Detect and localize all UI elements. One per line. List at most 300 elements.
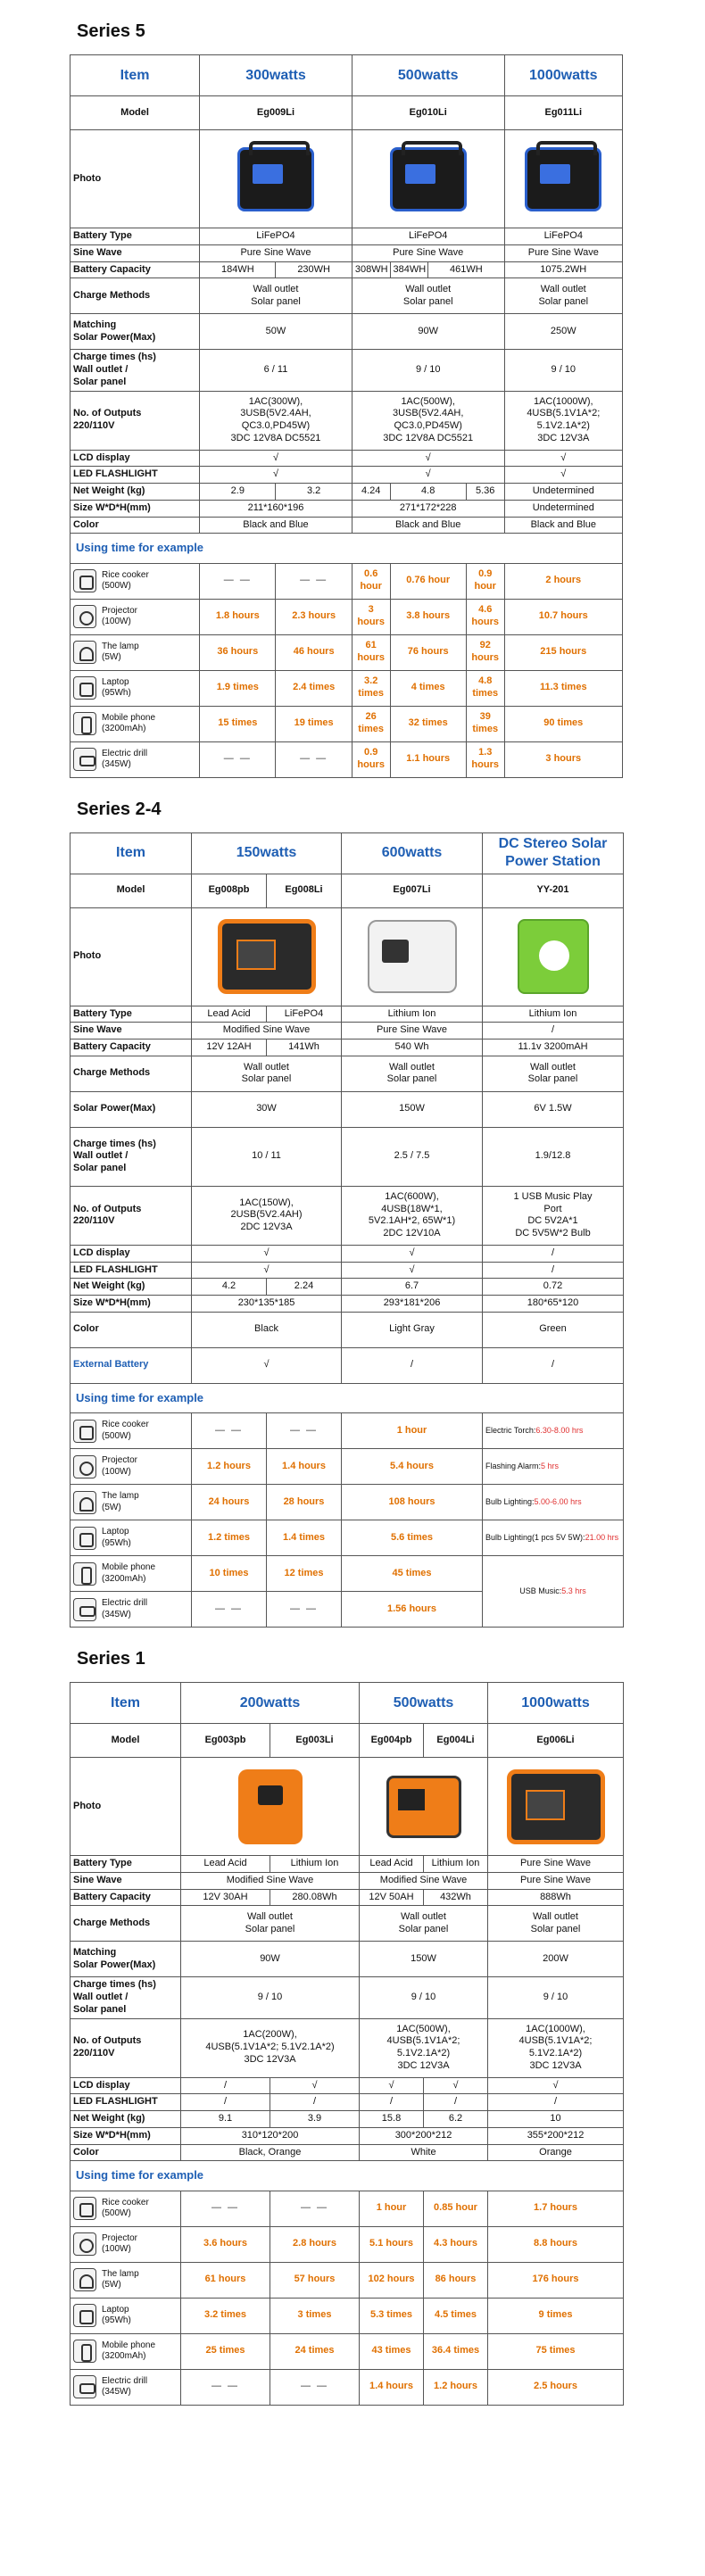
lcd-value: √ <box>424 2077 488 2094</box>
outputs-value: 1 USB Music Play Port DC 5V2A*1 DC 5V5W*2 Bulb <box>483 1186 624 1245</box>
weight-value: 5.36 <box>466 484 504 501</box>
use-value-text: 215 hours <box>540 646 587 658</box>
battery_type-value: LiFePO4 <box>352 228 504 245</box>
use-value <box>424 2333 488 2369</box>
capacity-value: 1075.2WH <box>504 261 622 278</box>
use-value-text: — — <box>289 1603 319 1614</box>
size-row <box>70 2127 624 2144</box>
use-value <box>200 670 276 706</box>
item-header: Item <box>70 832 192 874</box>
outputs-value: 1AC(1000W), 4USB(5.1V1A*2; 5.1V2.1A*2) 3DC 12V3A <box>488 2018 624 2077</box>
row-label: Net Weight (kg) <box>70 1279 192 1296</box>
use-value-text: — — <box>300 2381 329 2392</box>
led-value: / <box>360 2094 424 2111</box>
use-title-row <box>70 534 623 563</box>
row-label: Sine Wave <box>70 244 200 261</box>
item-header: Item <box>70 55 200 96</box>
use-value-text: 0.85 hour <box>434 2202 477 2214</box>
battery_type-value: LiFePO4 <box>200 228 352 245</box>
size-value: 230*135*185 <box>192 1296 342 1313</box>
use-row <box>70 2262 624 2298</box>
dc-note-label: Bulb Lighting(1 pcs 5V 5W): <box>485 1532 585 1542</box>
battery_type-row <box>70 1856 624 1873</box>
use-value-text: 3.2 times <box>203 2309 247 2321</box>
use-value-text: 1.4 times <box>282 1531 326 1543</box>
use-row <box>70 1485 624 1520</box>
use-value-text: 10.7 hours <box>538 610 588 622</box>
weight-value: 2.9 <box>200 484 276 501</box>
chtime-value: 6 / 11 <box>200 350 352 391</box>
group-header: 200watts <box>181 1683 360 1724</box>
use-value <box>504 670 622 706</box>
model-name: Eg004Li <box>424 1724 488 1758</box>
use-value-text: 11.3 times <box>539 682 587 693</box>
battery_type-row <box>70 228 623 245</box>
outputs-value: 1AC(500W), 4USB(5.1V1A*2; 5.1V2.1A*2) 3DC 12V3A <box>360 2018 488 2077</box>
dc-note-value: 5.00-6.00 hrs <box>534 1496 582 1506</box>
use-value-text: 1.4 hours <box>369 2381 413 2392</box>
use-value-text: 0.76 hour <box>406 575 451 586</box>
row-label: Charge Methods <box>70 1906 181 1942</box>
use-value-text: 36.4 times <box>431 2345 480 2357</box>
lcd-value: / <box>483 1245 624 1262</box>
use-value-text: 1.4 hours <box>282 1460 326 1471</box>
sine-value: Modified Sine Wave <box>192 1023 342 1040</box>
use-value-text: 46 hours <box>293 646 335 658</box>
led-value: √ <box>342 1262 483 1279</box>
group-header: DC Stereo Solar Power Station <box>483 832 624 874</box>
size-value: 310*120*200 <box>181 2127 360 2144</box>
outputs-value: 1AC(500W), 3USB(5V2.4AH, QC3.0,PD45W) 3DC 12V8A DC5521 <box>352 391 504 450</box>
use-label: Mobile phone (3200mAh) <box>102 1562 156 1584</box>
photo-row <box>70 1758 624 1856</box>
capacity-row <box>70 1040 624 1056</box>
color-value: Green <box>483 1312 624 1347</box>
capacity-row <box>70 1889 624 1906</box>
chtime-value: 9 / 10 <box>352 350 504 391</box>
group-header: 500watts <box>360 1683 488 1724</box>
led-value: / <box>181 2094 270 2111</box>
use-value-text: 4 times <box>411 682 445 693</box>
color-value: Black and Blue <box>200 517 352 534</box>
chtime-row <box>70 1127 624 1186</box>
use-value <box>466 563 504 599</box>
dc-note-label: Bulb Lighting: <box>485 1496 535 1506</box>
weight-value: 6.7 <box>342 1279 483 1296</box>
use-label: Electric drill (345W) <box>102 2375 148 2397</box>
use-value-text: 3 hours <box>545 753 582 765</box>
lcd-value: √ <box>342 1245 483 1262</box>
use-label-cell <box>70 670 200 706</box>
use-label-cell <box>70 634 200 670</box>
use-label-cell <box>70 2191 181 2226</box>
laptop-icon <box>73 1527 96 1550</box>
dc-note-cell <box>483 1449 624 1485</box>
solar-value: 90W <box>352 314 504 350</box>
use-value <box>360 2333 424 2369</box>
external-battery-value: √ <box>192 1347 342 1383</box>
mobile-phone-icon <box>73 2340 96 2363</box>
use-label-cell <box>70 2226 181 2262</box>
chtime-value: 2.5 / 7.5 <box>342 1127 483 1186</box>
use-value-text: 28 hours <box>283 1495 325 1507</box>
led-value: / <box>424 2094 488 2111</box>
row-label: Charge times (hs) Wall outlet / Solar panel <box>70 1977 181 2018</box>
dc-note-cell <box>483 1485 624 1520</box>
use-label-cell <box>70 2369 181 2405</box>
use-value <box>352 599 390 634</box>
chtime-row <box>70 350 623 391</box>
use-value <box>390 706 466 741</box>
solar-station-photo <box>518 919 589 994</box>
charge-value: Wall outlet Solar panel <box>192 1056 342 1091</box>
use-value <box>360 2262 424 2298</box>
use-value <box>390 563 466 599</box>
lcd-row <box>70 2077 624 2094</box>
row-label: Battery Type <box>70 1856 181 1873</box>
use-value-text: — — <box>211 2381 240 2392</box>
use-label: Projector (100W) <box>102 2232 138 2254</box>
use-value-text: — — <box>214 1603 244 1614</box>
weight-value: 3.9 <box>270 2111 360 2128</box>
product-photo-cell <box>192 907 342 1006</box>
use-value-text: 24 hours <box>208 1495 250 1507</box>
lamp-icon <box>73 2268 96 2291</box>
use-value <box>181 2333 270 2369</box>
power-station-photo <box>238 1769 303 1844</box>
use-value <box>360 2298 424 2333</box>
use-label-cell <box>70 1485 192 1520</box>
charge-value: Wall outlet Solar panel <box>504 278 622 314</box>
use-value <box>276 670 352 706</box>
use-value-text: — — <box>211 2202 240 2214</box>
led-row <box>70 1262 624 1279</box>
use-value <box>342 1485 483 1520</box>
use-value-text: 8.8 hours <box>534 2238 577 2249</box>
use-value <box>181 2369 270 2405</box>
dc-note-value: 5 hrs <box>541 1461 560 1470</box>
use-value <box>390 599 466 634</box>
led-value: √ <box>504 467 622 484</box>
use-label-cell <box>70 2262 181 2298</box>
weight-value: 0.72 <box>483 1279 624 1296</box>
charge-value: Wall outlet Solar panel <box>200 278 352 314</box>
use-value <box>270 2333 360 2369</box>
led-value: √ <box>192 1262 342 1279</box>
battery-type-value: LiFePO4 <box>267 1006 342 1023</box>
solar-row <box>70 314 623 350</box>
rice-cooker-icon <box>73 1420 96 1443</box>
use-value-text: 45 times <box>392 1567 432 1578</box>
use-value <box>200 741 276 777</box>
use-value <box>424 2262 488 2298</box>
use-value-text: 10 times <box>209 1567 249 1578</box>
use-value <box>267 1413 342 1449</box>
use-value-text: 61 hours <box>204 2274 246 2285</box>
use-label: The lamp (5W) <box>102 641 139 662</box>
product-photo-cell <box>342 907 483 1006</box>
row-label: LED FLASHLIGHT <box>70 1262 192 1279</box>
solar-value: 50W <box>200 314 352 350</box>
use-value-text: 43 times <box>371 2345 411 2357</box>
battery_type-value: Lead Acid <box>360 1856 424 1873</box>
charge-value: Wall outlet Solar panel <box>181 1906 360 1942</box>
row-label: Size W*D*H(mm) <box>70 500 200 517</box>
use-value <box>200 563 276 599</box>
chtime-row <box>70 1977 624 2018</box>
capacity-row <box>70 261 623 278</box>
lcd-value: √ <box>200 450 352 467</box>
led-value: √ <box>200 467 352 484</box>
use-value-text: 0.6 hour <box>360 568 382 592</box>
use-value <box>352 741 390 777</box>
capacity-value: 230WH <box>276 261 352 278</box>
electric-drill-icon <box>73 2375 96 2398</box>
use-title-row <box>70 1383 624 1412</box>
dc-note-label: Flashing Alarm: <box>485 1461 542 1470</box>
sine-row <box>70 244 623 261</box>
weight-value: 4.24 <box>352 484 390 501</box>
use-value <box>488 2298 624 2333</box>
use-value-text: 1.2 hours <box>434 2381 477 2392</box>
use-value <box>192 1449 267 1485</box>
use-label-cell <box>70 1413 192 1449</box>
use-value <box>181 2191 270 2226</box>
color-value: Black, Orange <box>181 2144 360 2161</box>
dc-note-value: 6.30-8.00 hrs <box>535 1425 584 1435</box>
row-label: LCD display <box>70 2077 181 2094</box>
series-1-section <box>70 1628 623 2406</box>
weight-value: Undetermined <box>504 484 622 501</box>
use-value-text: — — <box>223 753 252 765</box>
rice-cooker-icon <box>73 569 96 592</box>
chtime-value: 9 / 10 <box>488 1977 624 2018</box>
led-value: √ <box>352 467 504 484</box>
battery_type-value: Lithium Ion <box>424 1856 488 1873</box>
charge-value: Wall outlet Solar panel <box>483 1056 624 1091</box>
dc-note-cell <box>483 1520 624 1556</box>
use-value <box>270 2226 360 2262</box>
use-value-text: 2.5 hours <box>534 2381 577 2392</box>
capacity-value: 184WH <box>200 261 276 278</box>
use-value-text: 86 hours <box>435 2274 477 2285</box>
use-label-cell <box>70 1520 192 1556</box>
use-value-text: 1.9 times <box>216 682 259 693</box>
photo-row <box>70 907 624 1006</box>
use-value <box>504 634 622 670</box>
lcd-value: √ <box>504 450 622 467</box>
row-label: LCD display <box>70 1245 192 1262</box>
color-row <box>70 2144 624 2161</box>
capacity-value: 461WH <box>428 261 504 278</box>
use-value <box>390 634 466 670</box>
use-row <box>70 741 623 777</box>
use-value-text: 12 times <box>284 1567 324 1578</box>
use-value <box>504 599 622 634</box>
outputs-row <box>70 2018 624 2077</box>
use-value <box>466 706 504 741</box>
laptop-icon <box>73 676 96 700</box>
use-value <box>267 1449 342 1485</box>
use-label: Mobile phone (3200mAh) <box>102 2340 156 2361</box>
use-row <box>70 2369 624 2405</box>
use-label: Mobile phone (3200mAh) <box>102 712 156 733</box>
use-label: Projector (100W) <box>102 605 138 626</box>
series-1-title: Series 1 <box>77 1649 145 1669</box>
row-label: LED FLASHLIGHT <box>70 2094 181 2111</box>
use-label: Electric drill (345W) <box>102 748 148 769</box>
row-label: Charge times (hs) Wall outlet / Solar panel <box>70 1127 192 1186</box>
weight-value: 2.24 <box>267 1279 342 1296</box>
charge-row <box>70 1906 624 1942</box>
use-value-text: — — <box>289 1424 319 1436</box>
dc-note-cell <box>483 1413 624 1449</box>
use-value <box>342 1413 483 1449</box>
use-value <box>192 1556 267 1592</box>
use-value <box>270 2298 360 2333</box>
lcd-row <box>70 1245 624 1262</box>
size-value: 293*181*206 <box>342 1296 483 1313</box>
model-name: Eg010Li <box>352 96 504 130</box>
use-value-text: 3 times <box>297 2309 332 2321</box>
use-value-text: 1.2 times <box>207 1531 251 1543</box>
row-label: External Battery <box>70 1347 192 1383</box>
weight-value: 9.1 <box>181 2111 270 2128</box>
sine-value: Pure Sine Wave <box>200 244 352 261</box>
weight-row <box>70 1279 624 1296</box>
use-value-text: 1.1 hours <box>406 753 451 765</box>
row-label: LCD display <box>70 450 200 467</box>
series-2-4-section <box>70 778 623 1628</box>
led-row <box>70 2094 624 2111</box>
chtime-value: 9 / 10 <box>504 350 622 391</box>
use-value <box>267 1556 342 1592</box>
use-value-text: — — <box>300 575 328 586</box>
use-value <box>342 1592 483 1628</box>
size-value: 180*65*120 <box>483 1296 624 1313</box>
product-photo-cell <box>200 130 352 228</box>
model-name: YY-201 <box>483 874 624 907</box>
use-value <box>352 634 390 670</box>
use-value <box>270 2262 360 2298</box>
row-label: Battery Type <box>70 228 200 245</box>
model-name: Eg008pb <box>192 874 267 907</box>
capacity-value: 12V 12AH <box>192 1040 267 1056</box>
color-value: Black and Blue <box>352 517 504 534</box>
use-label: The lamp (5W) <box>102 2268 139 2290</box>
model-name: Eg006Li <box>488 1724 624 1758</box>
use-value-text: 4.3 hours <box>434 2238 477 2249</box>
use-value-text: 76 hours <box>407 646 449 658</box>
row-label: No. of Outputs 220/110V <box>70 1186 192 1245</box>
color-row <box>70 1312 624 1347</box>
model-name: Eg003Li <box>270 1724 360 1758</box>
use-value <box>424 2369 488 2405</box>
group-header: 1000watts <box>488 1683 624 1724</box>
solar-row <box>70 1091 624 1127</box>
use-value-text: 1.56 hours <box>386 1603 437 1614</box>
use-label-cell <box>70 741 200 777</box>
use-value <box>504 706 622 741</box>
use-label-cell <box>70 1449 192 1485</box>
use-label-cell <box>70 1556 192 1592</box>
use-value <box>360 2226 424 2262</box>
use-value <box>360 2369 424 2405</box>
row-label: Size W*D*H(mm) <box>70 2127 181 2144</box>
use-value <box>200 599 276 634</box>
use-value <box>342 1520 483 1556</box>
use-value <box>424 2298 488 2333</box>
battery_type-value: Lithium Ion <box>270 1856 360 1873</box>
use-value-text: 0.9 hours <box>357 747 385 770</box>
laptop-icon <box>73 2304 96 2327</box>
use-value <box>276 599 352 634</box>
row-label: Photo <box>70 130 200 228</box>
color-value: Light Gray <box>342 1312 483 1347</box>
use-value-text: 5.1 hours <box>369 2238 413 2249</box>
use-value-text: 25 times <box>205 2345 245 2357</box>
lamp-icon <box>73 641 96 664</box>
group-header: 300watts <box>200 55 352 96</box>
use-value-text: 108 hours <box>388 1495 435 1507</box>
use-label-cell <box>70 706 200 741</box>
sine-value: Modified Sine Wave <box>360 1872 488 1889</box>
use-value <box>267 1520 342 1556</box>
use-value-text: 90 times <box>543 717 584 729</box>
row-label: Net Weight (kg) <box>70 484 200 501</box>
use-value-text: — — <box>214 1424 244 1436</box>
group-header: 500watts <box>352 55 504 96</box>
row-label: Solar Power(Max) <box>70 1091 192 1127</box>
charge-row <box>70 278 623 314</box>
group-header: 1000watts <box>504 55 622 96</box>
size-row <box>70 500 623 517</box>
led-value: / <box>270 2094 360 2111</box>
use-value-text: 2 hours <box>545 575 582 586</box>
outputs-value: 1AC(300W), 3USB(5V2.4AH, QC3.0,PD45W) 3DC 12V8A DC5521 <box>200 391 352 450</box>
use-value <box>181 2262 270 2298</box>
row-label: Net Weight (kg) <box>70 2111 181 2128</box>
use-value-text: 39 times <box>472 711 499 734</box>
use-value <box>390 741 466 777</box>
use-row <box>70 599 623 634</box>
use-value-text: 19 times <box>294 717 334 729</box>
electric-drill-icon <box>73 1598 96 1621</box>
color-value: Black <box>192 1312 342 1347</box>
series-2-4-title: Series 2-4 <box>77 799 162 819</box>
use-value <box>192 1520 267 1556</box>
product-photo-cell <box>360 1758 488 1856</box>
use-row <box>70 1413 624 1449</box>
color-value: Orange <box>488 2144 624 2161</box>
header-row <box>70 55 623 96</box>
capacity-value: 432Wh <box>424 1889 488 1906</box>
use-title: Using time for example <box>70 534 623 563</box>
color-row <box>70 517 623 534</box>
row-label: Battery Capacity <box>70 1889 181 1906</box>
use-value-text: 1.2 hours <box>207 1460 251 1471</box>
use-value <box>466 670 504 706</box>
product-photo-cell <box>352 130 504 228</box>
use-value-text: 3.2 times <box>358 675 385 699</box>
battery-type-value: Lead Acid <box>192 1006 267 1023</box>
use-value-text: 102 hours <box>368 2274 415 2285</box>
size-value: Undetermined <box>504 500 622 517</box>
series-5-section <box>70 0 623 778</box>
electric-drill-icon <box>73 748 96 771</box>
header-row <box>70 1683 624 1724</box>
use-value <box>488 2191 624 2226</box>
